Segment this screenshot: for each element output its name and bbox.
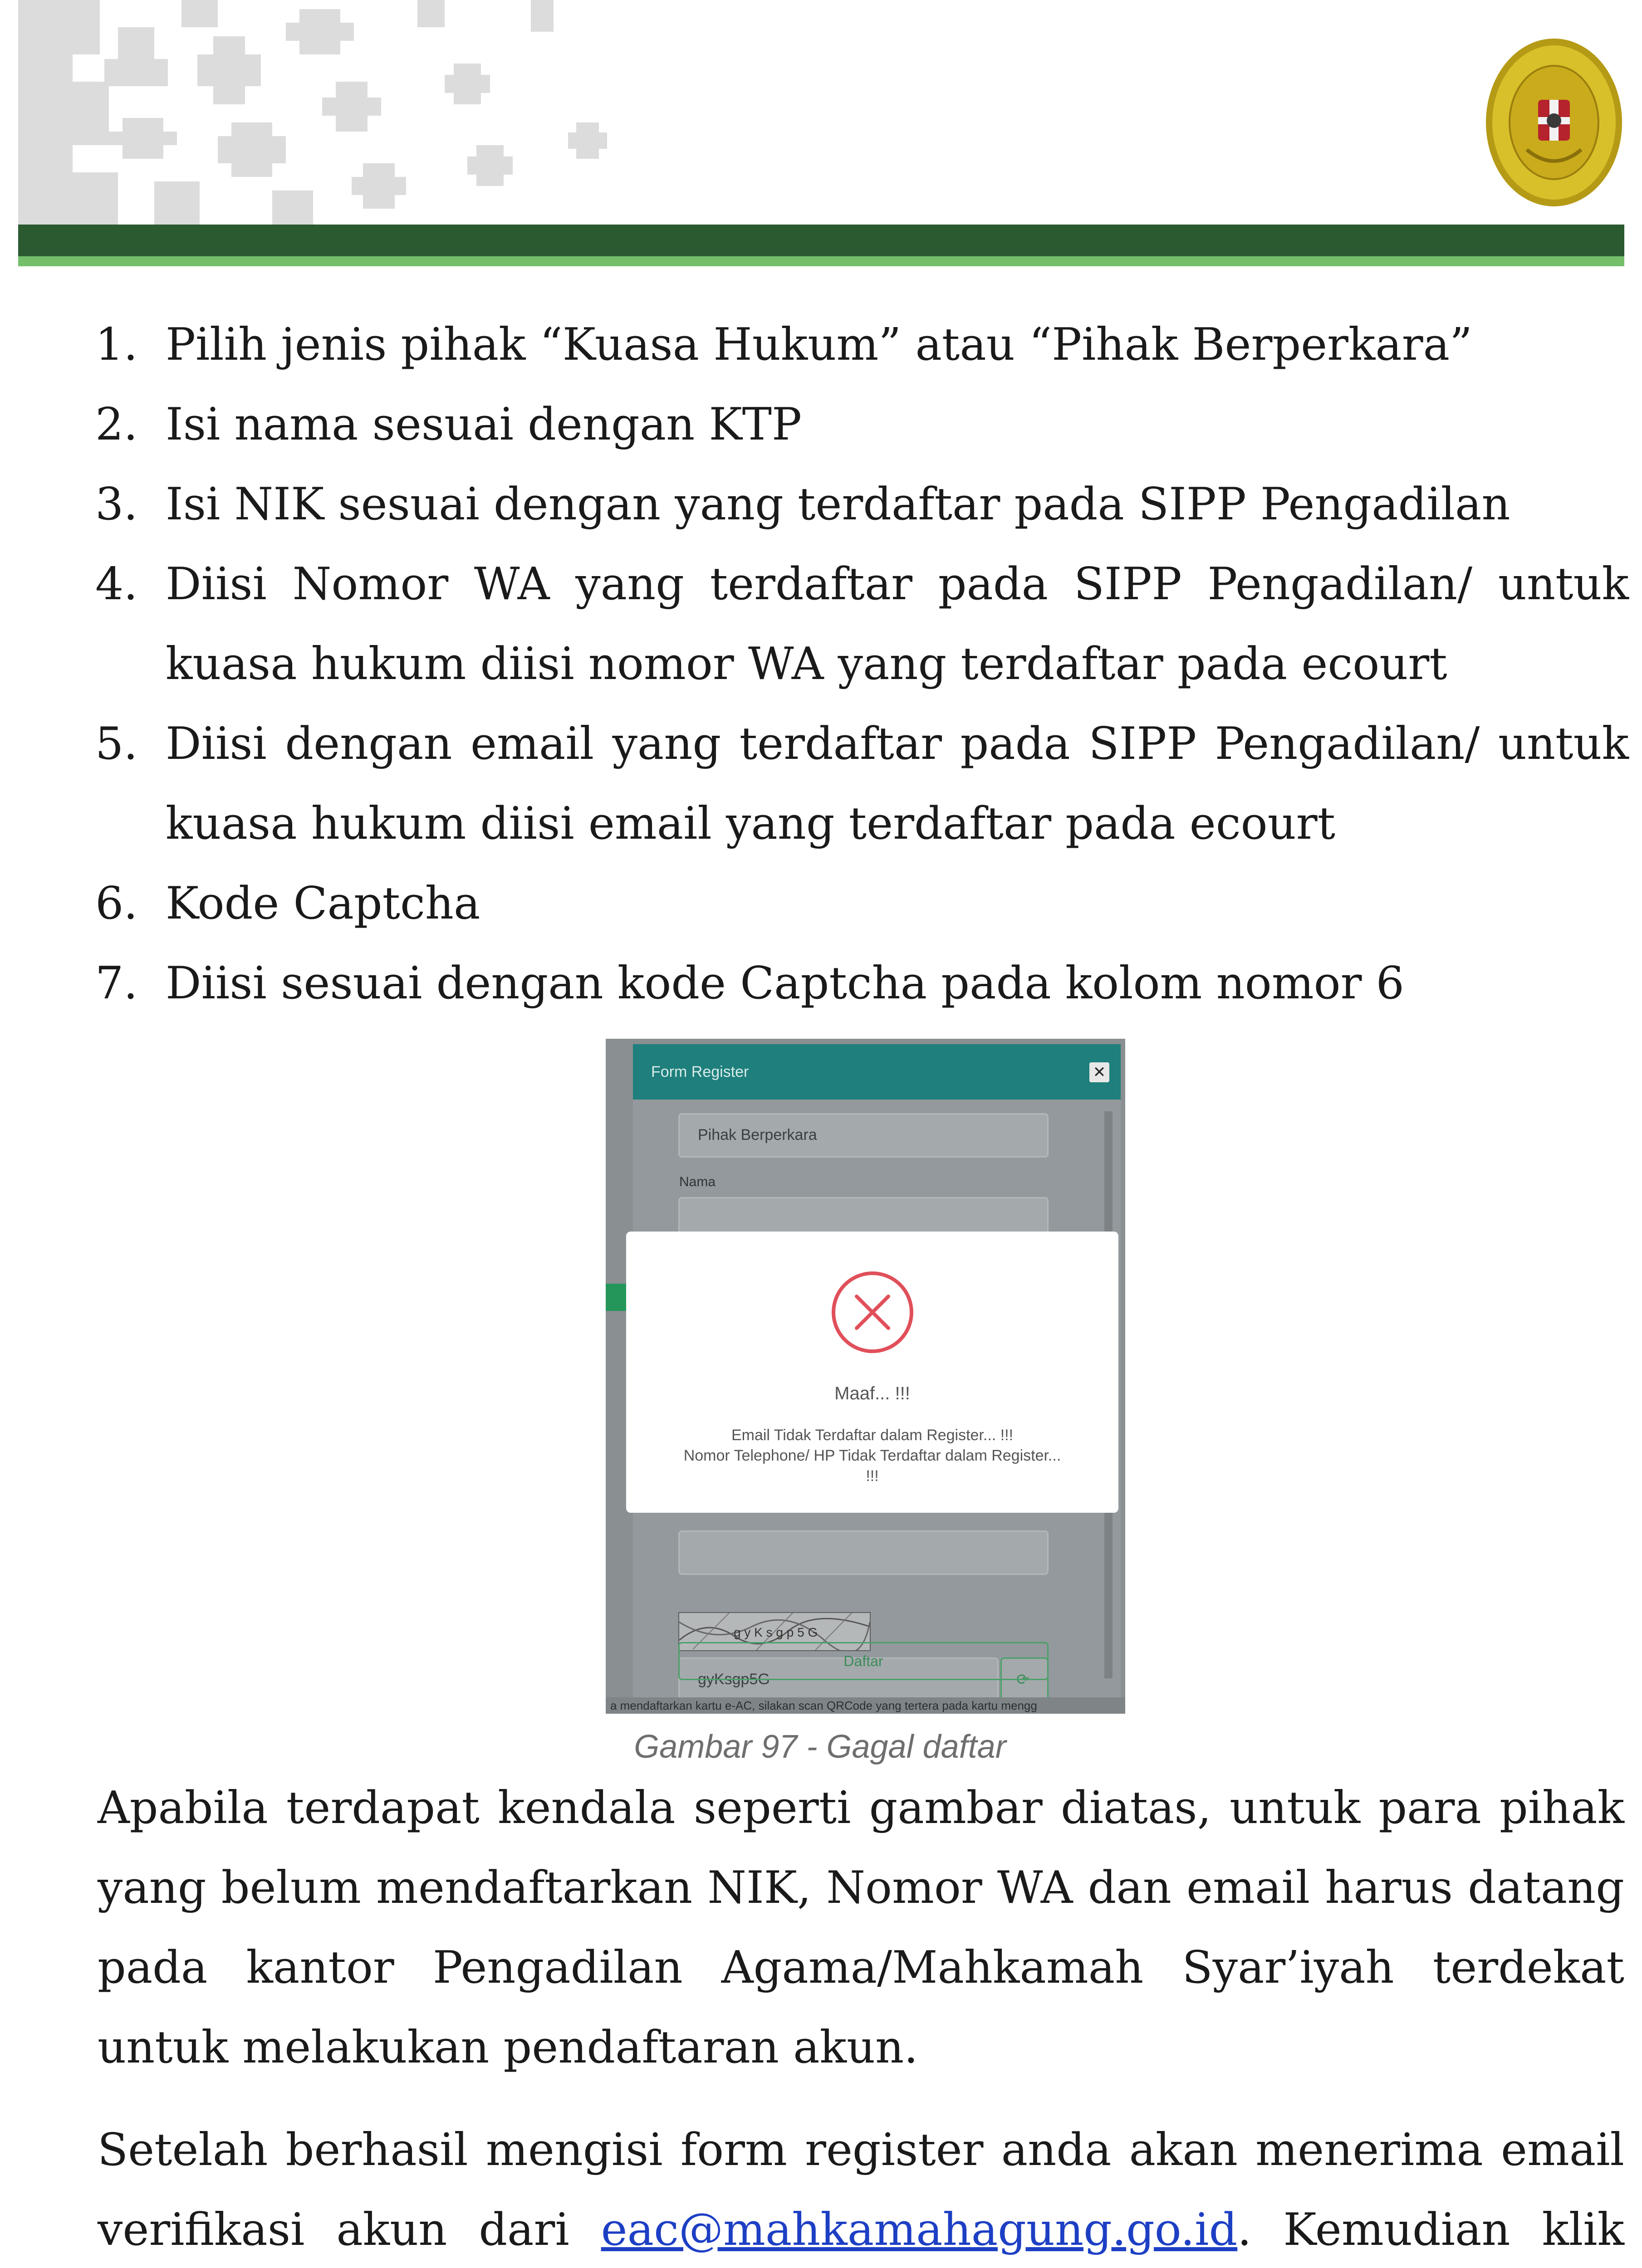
header-cross-pattern bbox=[18, 0, 608, 225]
background-footer-text: a mendaftarkan kartu e-AC, silakan scan QRCode yang tertera pada kartu mengg bbox=[606, 1697, 1125, 1714]
svg-text:g y K s g p 5 G: g y K s g p 5 G bbox=[734, 1625, 818, 1639]
list-item: 7. Diisi sesuai dengan kode Captcha pada kolom nomor 6 bbox=[95, 958, 1404, 1009]
daftar-button[interactable]: Daftar bbox=[678, 1642, 1049, 1680]
list-item: 3. Isi NIK sesuai dengan yang terdaftar pada SIPP Pengadilan bbox=[95, 479, 1510, 530]
form-register-header bbox=[633, 1044, 1121, 1100]
paragraph-verifikasi: Setelah berhasil mengisi form register anda akan menerima email verifikasi akun dari eac@mahkamahagung.go.id. Kemudian klik bbox=[98, 2124, 1624, 2256]
captcha-input[interactable]: gyKsgp5G bbox=[678, 1657, 999, 1702]
party-type-select[interactable]: Pihak Berperkara bbox=[678, 1113, 1049, 1158]
modal-title: Form Register bbox=[651, 1063, 749, 1080]
name-label: Nama bbox=[679, 1174, 716, 1189]
alert-message-phone: Nomor Telephone/ HP Tidak Terdaftar dalam Register... bbox=[683, 1447, 1061, 1464]
list-item: 5. Diisi dengan email yang terdaftar pada SIPP Pengadilan/ untuk kuasa hukum diisi email yang terdaftar pada ecourt bbox=[95, 718, 1629, 850]
list-item: 2. Isi nama sesuai dengan KTP bbox=[95, 399, 802, 450]
figure-97-caption: Gambar 97 - Gagal daftar bbox=[634, 1729, 1006, 1765]
registration-steps-list bbox=[95, 305, 1629, 1023]
alert-title: Maaf... !!! bbox=[834, 1383, 910, 1403]
error-alert-dialog bbox=[626, 1232, 1118, 1513]
header-green-band bbox=[18, 225, 1624, 256]
list-item: 4. Diisi Nomor WA yang terdaftar pada SIPP Pengadilan/ untuk kuasa hukum diisi nomor WA yang terdaftar pada ecourt bbox=[95, 558, 1629, 690]
paragraph-kendala: Apabila terdapat kendala seperti gambar diatas, untuk para pihak yang belum mendaftarkan NIK, Nomor WA dan email harus datang pada kantor Pengadilan Agama/Mahkamah Syar’iyah terdekat untuk melakukan pendaftaran akun. bbox=[98, 1782, 1624, 2073]
register-failed-screenshot bbox=[606, 1039, 1125, 1714]
list-item: 6. Kode Captcha bbox=[95, 878, 480, 929]
header-light-stripe bbox=[18, 256, 1624, 266]
error-x-icon bbox=[830, 1270, 915, 1354]
eac-email-link[interactable]: eac@mahkamahagung.go.id bbox=[601, 2204, 1238, 2256]
alert-message-suffix: !!! bbox=[866, 1467, 879, 1485]
list-item: 1. Pilih jenis pihak “Kuasa Hukum” atau “Pihak Berperkara” bbox=[95, 319, 1473, 371]
close-icon[interactable]: ✕ bbox=[1089, 1062, 1109, 1082]
alert-message-email: Email Tidak Terdaftar dalam Register... !!! bbox=[731, 1427, 1014, 1444]
refresh-icon: ⟳ bbox=[1016, 1671, 1029, 1688]
email-input[interactable] bbox=[678, 1530, 1049, 1575]
mahkamah-agung-seal-logo bbox=[1484, 36, 1624, 209]
